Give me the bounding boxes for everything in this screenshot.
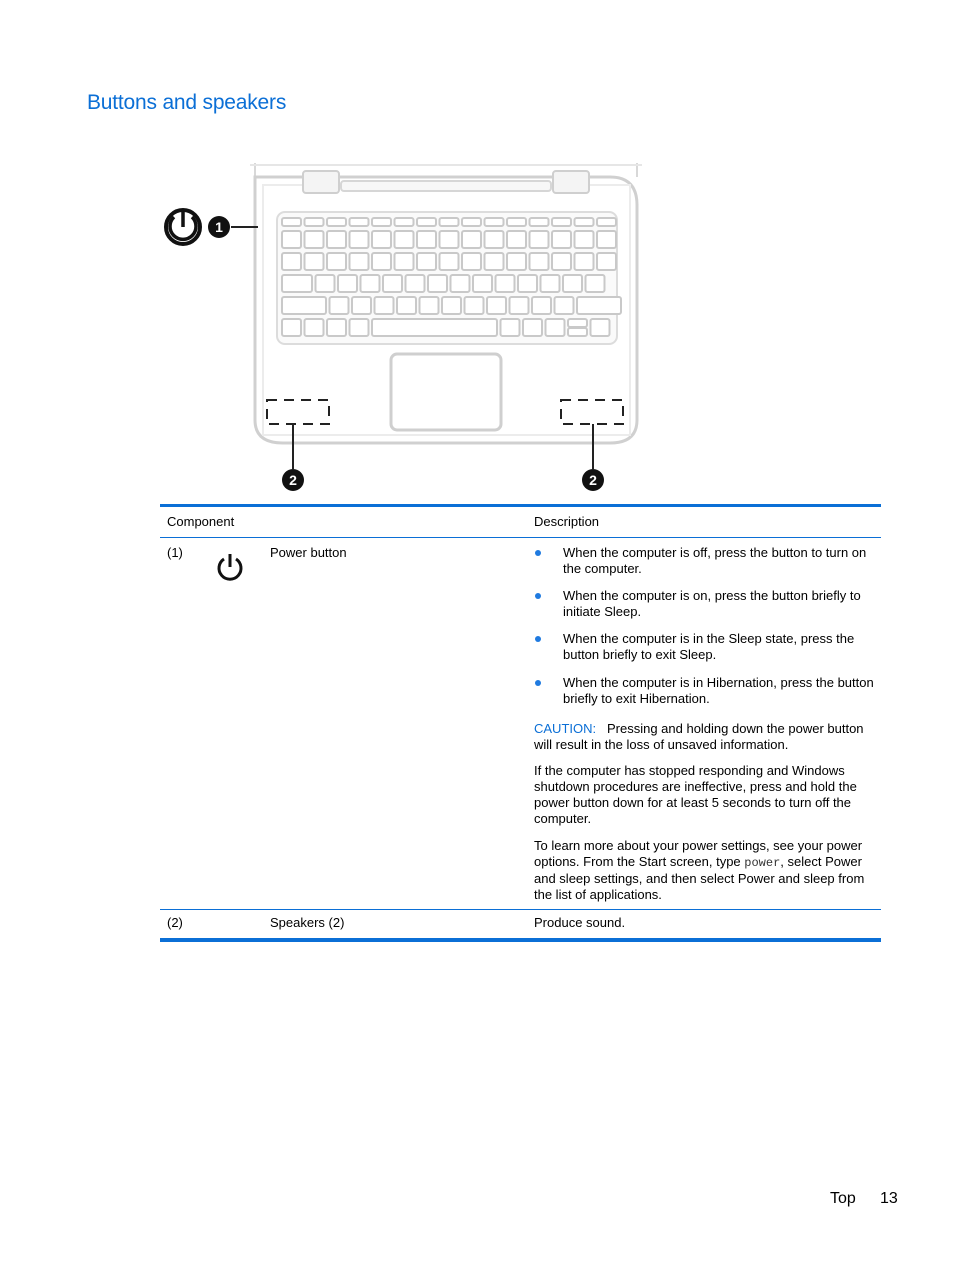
bullet-marker	[535, 593, 541, 599]
header-description: Description	[534, 514, 600, 529]
keyboard-key	[440, 231, 459, 248]
keyboard-key	[417, 253, 436, 270]
caution-label: CAUTION:	[534, 721, 597, 736]
keyboard-key	[330, 297, 349, 314]
keyboard-key	[485, 218, 504, 226]
callout-1-label: 1	[215, 219, 223, 235]
keyboard-key	[510, 297, 529, 314]
keyboard-key	[428, 275, 447, 292]
keyboard-key	[305, 319, 324, 336]
keyboard-key	[462, 253, 481, 270]
keyboard-key	[597, 253, 616, 270]
keyboard-key	[597, 218, 616, 226]
keyboard-key	[417, 231, 436, 248]
keyboard-key	[352, 297, 371, 314]
bullet-marker	[535, 550, 541, 556]
keyboard-key	[501, 319, 520, 336]
keyboard-key	[473, 275, 492, 292]
page-title: Buttons and speakers	[87, 91, 287, 114]
keyboard-key	[372, 319, 497, 336]
code-power: power	[744, 856, 781, 870]
keyboard-key	[372, 253, 391, 270]
caution-text: Pressing and holding down the power button will result in the loss of unsaved information.	[534, 721, 864, 752]
keyboard-key	[591, 319, 610, 336]
keyboard-key	[397, 297, 416, 314]
keyboard-key	[395, 218, 414, 226]
keyboard-key	[530, 218, 549, 226]
keyboard-key	[375, 297, 394, 314]
keyboard-key	[568, 319, 587, 327]
keyboard-key	[440, 218, 459, 226]
row-2-description: Produce sound.	[534, 915, 626, 930]
keyboard-key	[487, 297, 506, 314]
row-1-number: (1)	[167, 545, 183, 560]
keyboard-key	[350, 253, 369, 270]
keyboard-key	[406, 275, 425, 292]
keyboard-key	[507, 253, 526, 270]
bullet-item-2: When the computer is on, press the button briefly to initiate Sleep.	[563, 588, 861, 619]
keyboard-key	[530, 253, 549, 270]
keyboard-key	[555, 297, 574, 314]
keyboard-key	[575, 218, 594, 226]
keyboard-key	[541, 275, 560, 292]
callout-2-right-label: 2	[589, 472, 597, 488]
keyboard-key	[395, 231, 414, 248]
keyboard-key	[462, 231, 481, 248]
keyboard-key	[586, 275, 605, 292]
header-rule	[160, 537, 881, 538]
caution-note	[534, 721, 874, 753]
bullet-marker	[535, 636, 541, 642]
keyboard-key	[350, 218, 369, 226]
row-divider	[160, 909, 881, 910]
table-bottom-rule	[160, 938, 881, 942]
keyboard-key	[282, 253, 301, 270]
keyboard-key	[442, 297, 461, 314]
keyboard-key	[383, 275, 402, 292]
table-top-rule	[160, 504, 881, 507]
keyboard-key	[440, 253, 459, 270]
keyboard-key	[327, 319, 346, 336]
keyboard-key	[420, 297, 439, 314]
keyboard-key	[282, 231, 301, 248]
keyboard-key	[575, 253, 594, 270]
keyboard-key	[282, 297, 326, 314]
keyboard-key	[350, 231, 369, 248]
row-2-number: (2)	[167, 915, 183, 930]
bullet-item-1: When the computer is off, press the button to turn on the computer.	[563, 545, 867, 576]
bullet-item-4: When the computer is in Hibernation, press the button briefly to exit Hibernation.	[563, 675, 874, 706]
keyboard-key	[305, 218, 324, 226]
keyboard-key	[282, 275, 312, 292]
keyboard-key	[282, 319, 301, 336]
laptop-top-view-illustration	[155, 155, 655, 500]
setting-name-1: Power and sleep settings	[534, 854, 862, 886]
row-2-name: Speakers (2)	[270, 915, 345, 930]
keyboard-key	[372, 231, 391, 248]
keyboard-key	[568, 328, 587, 336]
text-segment: To learn more about your power settings, see your power options. From the Start screen, type	[534, 838, 863, 869]
keyboard-key	[372, 218, 391, 226]
keyboard-key	[507, 218, 526, 226]
keyboard-key	[532, 297, 551, 314]
keyboard-key	[546, 319, 565, 336]
keyboard-key	[327, 218, 346, 226]
callout-2-left-label: 2	[289, 472, 297, 488]
power-icon	[215, 552, 245, 582]
keyboard-key	[530, 231, 549, 248]
keyboard-key	[338, 275, 357, 292]
keyboard-key	[552, 218, 571, 226]
bullet-marker	[535, 680, 541, 686]
keyboard-key	[496, 275, 515, 292]
keyboard-key	[485, 253, 504, 270]
keyboard-key	[518, 275, 537, 292]
keyboard-key	[305, 253, 324, 270]
keyboard-key	[552, 253, 571, 270]
keyboard-key	[465, 297, 484, 314]
text-segment: , and then select	[638, 871, 738, 886]
text-segment: from the list of applications.	[534, 871, 865, 902]
keyboard-key	[462, 218, 481, 226]
keyboard-key	[552, 231, 571, 248]
text-segment: , select	[780, 854, 826, 869]
keyboard-key	[327, 253, 346, 270]
keyboard-key	[563, 275, 582, 292]
keyboard-key	[361, 275, 380, 292]
keyboard-key	[282, 218, 301, 226]
paragraph-unresponsive: If the computer has stopped responding and Windows shutdown procedures are ineffective, press and hold the power button down for at least 5 seconds to turn off the computer.	[534, 763, 857, 826]
keyboard-key	[577, 297, 621, 314]
keyboard-key	[327, 231, 346, 248]
keyboard-key	[316, 275, 335, 292]
row-1-name: Power button	[270, 545, 347, 560]
keyboard-key	[575, 231, 594, 248]
keyboard-key	[451, 275, 470, 292]
bullet-item-3: When the computer is in the Sleep state, press the button briefly to exit Sleep.	[563, 631, 855, 662]
keyboard-key	[485, 231, 504, 248]
keyboard-key	[523, 319, 542, 336]
footer-section: Top	[830, 1190, 856, 1207]
page-number: 13	[880, 1190, 898, 1207]
setting-name-2: Power and sleep	[737, 871, 835, 886]
keyboard-key	[417, 218, 436, 226]
header-component: Component	[167, 514, 235, 529]
keyboard-key	[350, 319, 369, 336]
keyboard-key	[507, 231, 526, 248]
keyboard-key	[305, 231, 324, 248]
keyboard-key	[395, 253, 414, 270]
keyboard-key	[597, 231, 616, 248]
paragraph-power-settings	[534, 838, 869, 903]
